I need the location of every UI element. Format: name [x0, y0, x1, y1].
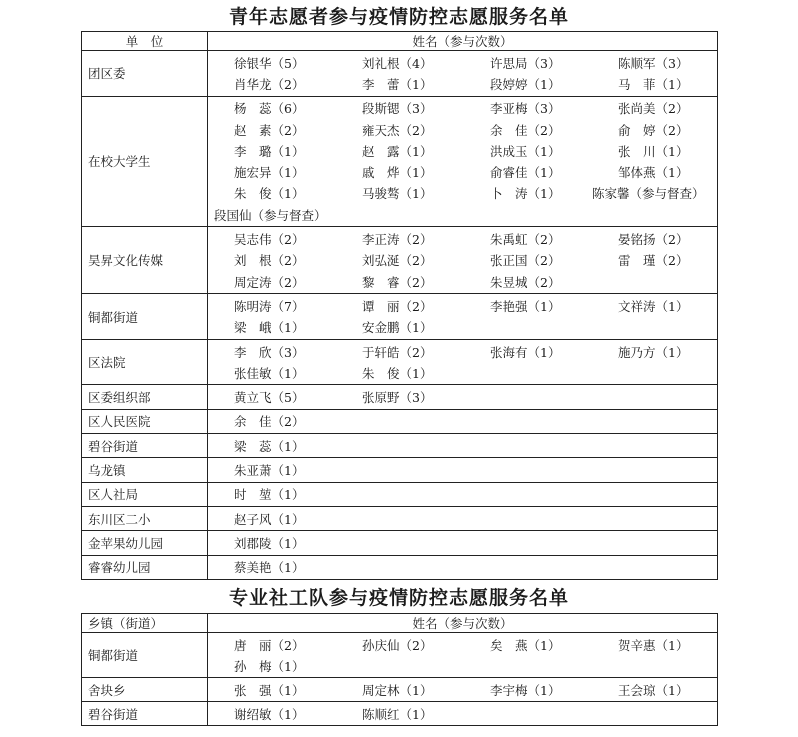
name-line	[208, 703, 717, 724]
social-worker-table	[81, 613, 718, 726]
header-unit: 单 位	[82, 32, 208, 51]
names-cell	[208, 227, 718, 294]
volunteer-name: 朱亚萧（1）	[234, 462, 305, 478]
table-row	[82, 409, 718, 433]
unit-cell: 铜都街道	[82, 633, 208, 678]
volunteer-name: 马 菲（1）	[618, 76, 689, 92]
unit-cell: 碧谷街道	[82, 702, 208, 726]
table-row	[82, 458, 718, 482]
name-line	[208, 411, 717, 432]
volunteer-name: 俞睿佳（1）	[490, 165, 561, 181]
name-line	[208, 386, 717, 407]
names-cell	[208, 385, 718, 409]
table-row	[82, 227, 718, 294]
volunteer-name: 朱 俊（1）	[362, 365, 433, 381]
volunteer-name: 李正涛（2）	[362, 232, 433, 248]
volunteer-name: 梁 蕊（1）	[234, 438, 305, 454]
volunteer-name: 吴志伟（2）	[234, 232, 305, 248]
volunteer-name: 洪成玉（1）	[490, 143, 561, 159]
volunteer-name: 周定林（1）	[362, 682, 433, 698]
unit-cell: 金苹果幼儿园	[82, 531, 208, 555]
volunteer-name: 晏铭扬（2）	[618, 232, 689, 248]
table-row	[82, 51, 718, 97]
table-row	[82, 434, 718, 458]
table2-header-row	[82, 614, 718, 633]
volunteer-name: 陈顺军（3）	[618, 55, 689, 71]
volunteer-name: 时 堃（1）	[234, 487, 305, 503]
volunteer-name: 陈明涛（7）	[234, 298, 305, 314]
volunteer-name: 李亚梅（3）	[490, 101, 561, 117]
volunteer-name: 杨 蕊（6）	[234, 101, 305, 117]
volunteer-name: 余 佳（2）	[490, 122, 561, 138]
unit-cell: 昊昇文化传媒	[82, 227, 208, 294]
volunteer-name: 孙 梅（1）	[234, 658, 305, 674]
header-names: 姓名（参与次数）	[208, 32, 718, 51]
volunteer-name: 邹体燕（1）	[618, 165, 689, 181]
names-cell	[208, 339, 718, 385]
volunteer-name: 李 欣（3）	[234, 344, 305, 360]
name-line	[208, 73, 717, 94]
unit-cell: 区人民医院	[82, 409, 208, 433]
name-line	[208, 119, 717, 140]
volunteer-name: 刘礼根（4）	[362, 55, 433, 71]
volunteer-name: 周定涛（2）	[234, 274, 305, 290]
table1-title: 青年志愿者参与疫情防控志愿服务名单	[228, 6, 569, 28]
unit-cell: 乌龙镇	[82, 458, 208, 482]
volunteer-name: 李 璐（1）	[234, 143, 305, 159]
unit-cell: 在校大学生	[82, 96, 208, 227]
names-cell	[208, 506, 718, 530]
names-cell	[208, 482, 718, 506]
table-row	[82, 482, 718, 506]
name-line	[208, 52, 717, 73]
volunteer-name: 刘弘涎（2）	[362, 253, 433, 269]
volunteer-name: 朱禹虹（2）	[490, 232, 561, 248]
name-line	[208, 435, 717, 456]
volunteer-name: 赵 露（1）	[362, 143, 433, 159]
volunteer-name: 许思局（3）	[490, 55, 561, 71]
names-cell	[208, 294, 718, 340]
volunteer-name: 张 强（1）	[234, 682, 305, 698]
name-line	[208, 634, 717, 655]
table1-header-row	[82, 32, 718, 51]
volunteer-name: 卜 涛（1）	[490, 186, 561, 202]
volunteer-name: 赵子风（1）	[234, 511, 305, 527]
name-line	[208, 341, 717, 362]
volunteer-name: 黄立飞（5）	[234, 390, 305, 406]
name-line	[208, 204, 717, 225]
table-row	[82, 633, 718, 678]
volunteer-name: 李宇梅（1）	[490, 682, 561, 698]
table-row	[82, 702, 718, 726]
names-cell	[208, 51, 718, 97]
volunteer-name: 刘郡陵（1）	[234, 535, 305, 551]
unit-cell: 铜都街道	[82, 294, 208, 340]
volunteer-name: 朱 俊（1）	[234, 186, 305, 202]
volunteer-name: 段国仙（参与督查）	[214, 207, 327, 223]
volunteer-name: 徐银华（5）	[234, 55, 305, 71]
volunteer-name: 李艳强（1）	[490, 298, 561, 314]
name-line	[208, 228, 717, 249]
name-line	[208, 679, 717, 700]
unit-cell: 区法院	[82, 339, 208, 385]
table-row	[82, 678, 718, 702]
volunteer-name: 张海有（1）	[490, 344, 561, 360]
volunteer-name: 俞 婷（2）	[618, 122, 689, 138]
volunteer-name: 谢绍敏（1）	[234, 706, 305, 722]
name-line	[208, 459, 717, 480]
table-row	[82, 506, 718, 530]
names-cell	[208, 531, 718, 555]
table-row	[82, 555, 718, 579]
unit-cell: 舍块乡	[82, 678, 208, 702]
name-line	[208, 655, 717, 676]
name-line	[208, 140, 717, 161]
volunteer-name: 段婷婷（1）	[490, 76, 561, 92]
header-names: 姓名（参与次数）	[208, 614, 718, 633]
header-unit: 乡镇（街道）	[82, 614, 208, 633]
volunteer-name: 施乃方（1）	[618, 344, 689, 360]
name-line	[208, 98, 717, 119]
name-line	[208, 532, 717, 553]
name-line	[208, 250, 717, 271]
name-line	[208, 508, 717, 529]
volunteer-name: 余 佳（2）	[234, 414, 305, 430]
volunteer-name: 马骏骜（1）	[362, 186, 433, 202]
table-row	[82, 294, 718, 340]
volunteer-name: 矣 燕（1）	[490, 637, 561, 653]
volunteer-name: 王会琼（1）	[618, 682, 689, 698]
volunteer-name: 蔡美艳（1）	[234, 560, 305, 576]
names-cell	[208, 96, 718, 227]
volunteer-name: 黎 睿（2）	[362, 274, 433, 290]
volunteer-name: 雍天杰（2）	[362, 122, 433, 138]
name-line	[208, 271, 717, 292]
unit-cell: 团区委	[82, 51, 208, 97]
volunteer-name: 梁 峨（1）	[234, 320, 305, 336]
volunteer-name: 贺辛惠（1）	[618, 637, 689, 653]
volunteer-name: 张尚美（2）	[618, 101, 689, 117]
volunteer-name: 段斯锶（3）	[362, 101, 433, 117]
volunteer-name: 施宏异（1）	[234, 165, 305, 181]
youth-volunteer-table	[81, 31, 718, 580]
volunteer-name: 李 蕾（1）	[362, 76, 433, 92]
name-line	[208, 161, 717, 182]
volunteer-name: 张 川（1）	[618, 143, 689, 159]
volunteer-name: 张佳敏（1）	[234, 365, 305, 381]
names-cell	[208, 702, 718, 726]
volunteer-name: 唐 丽（2）	[234, 637, 305, 653]
table-row	[82, 385, 718, 409]
names-cell	[208, 458, 718, 482]
table-row	[82, 531, 718, 555]
table-row	[82, 96, 718, 227]
volunteer-name: 陈顺红（1）	[362, 706, 433, 722]
volunteer-name: 赵 素（2）	[234, 122, 305, 138]
table2-title: 专业社工队参与疫情防控志愿服务名单	[228, 587, 569, 609]
names-cell	[208, 434, 718, 458]
volunteer-name: 张原野（3）	[362, 390, 433, 406]
names-cell	[208, 633, 718, 678]
volunteer-name: 朱昱城（2）	[490, 274, 561, 290]
volunteer-name: 文祥涛（1）	[618, 298, 689, 314]
volunteer-name: 戚 烨（1）	[362, 165, 433, 181]
volunteer-name: 陈家馨（参与督查）	[592, 186, 705, 202]
name-line	[208, 484, 717, 505]
names-cell	[208, 678, 718, 702]
unit-cell: 区人社局	[82, 482, 208, 506]
unit-cell: 东川区二小	[82, 506, 208, 530]
volunteer-name: 雷 瑾（2）	[618, 253, 689, 269]
volunteer-name: 谭 丽（2）	[362, 298, 433, 314]
unit-cell: 睿睿幼儿园	[82, 555, 208, 579]
name-line	[208, 317, 717, 338]
name-line	[208, 183, 717, 204]
name-line	[208, 362, 717, 383]
unit-cell: 碧谷街道	[82, 434, 208, 458]
name-line	[208, 557, 717, 578]
volunteer-name: 于轩皓（2）	[362, 344, 433, 360]
volunteer-name: 刘 根（2）	[234, 253, 305, 269]
table-row	[82, 339, 718, 385]
unit-cell: 区委组织部	[82, 385, 208, 409]
volunteer-name: 安金鹏（1）	[362, 320, 433, 336]
names-cell	[208, 409, 718, 433]
name-line	[208, 295, 717, 316]
names-cell	[208, 555, 718, 579]
volunteer-name: 肖华龙（2）	[234, 76, 305, 92]
volunteer-name: 孙庆仙（2）	[362, 637, 433, 653]
volunteer-name: 张正国（2）	[490, 253, 561, 269]
